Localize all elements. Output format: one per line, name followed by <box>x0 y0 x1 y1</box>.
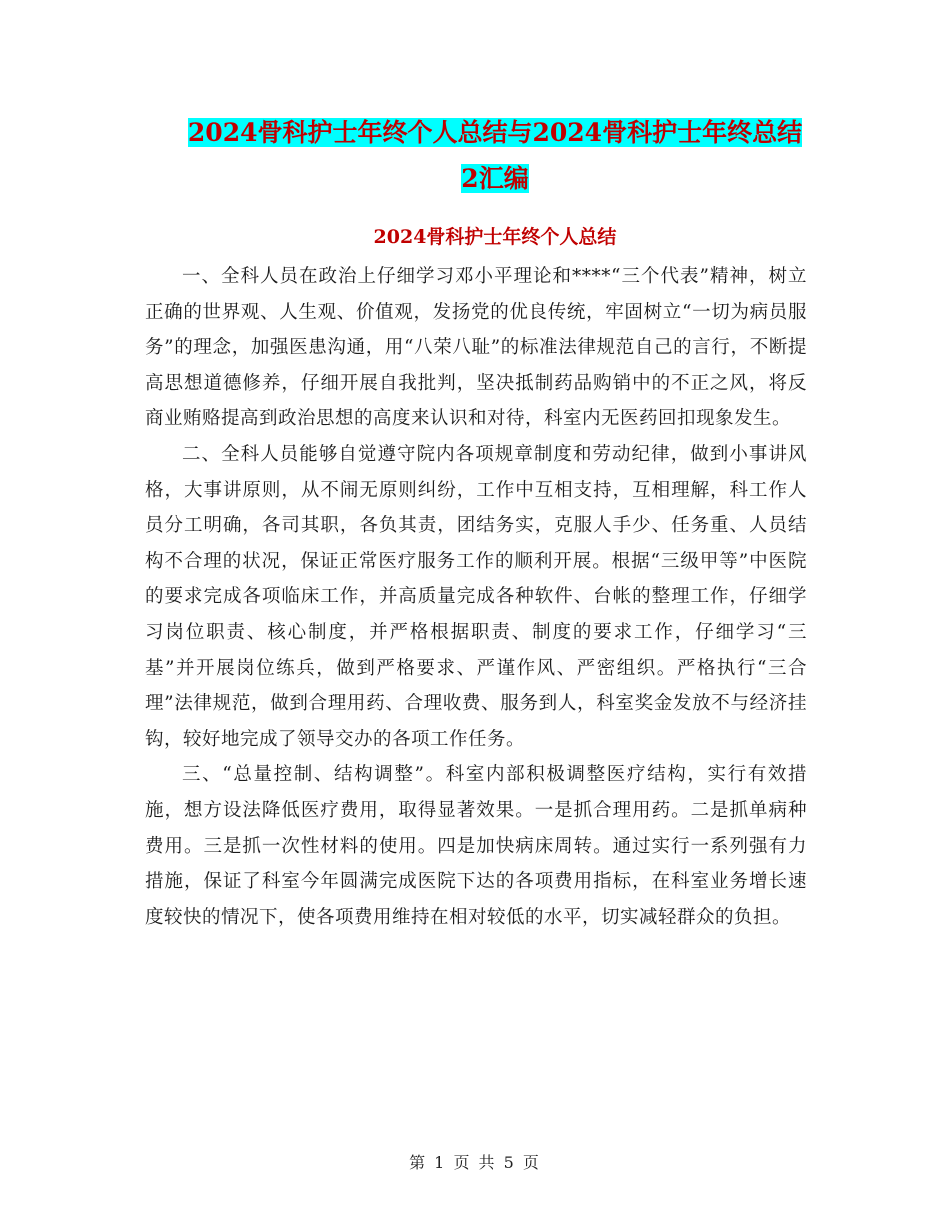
paragraph-1: 一、全科人员在政治上仔细学习邓小平理论和****“三个代表”精神，树立正确的世界观、人生观、价值观，发扬党的优良传统，牢固树立“一切为病员服务”的理念，加强医患沟通，用“八荣八耻”的标准法律规范自己的言行，不断提高思想道德修养，仔细开展自我批判，坚决抵制药品购销中的不正之风，将反商业贿赂提高到政治思想的高度来认识和对待，科室内无医药回扣现象发生。 <box>145 266 807 430</box>
paragraph-2: 二、全科人员能够自觉遵守院内各项规章制度和劳动纪律，做到小事讲风格，大事讲原则，从不闹无原则纠纷，工作中互相支持，互相理解，科工作人员分工明确，各司其职，各负其责，团结务实，克服人手少、任务重、人员结构不合理的状况，保证正常医疗服务工作的顺利开展。根据“三级甲等”中医院的要求完成各项临床工作，并高质量完成各种软件、台帐的整理工作，仔细学习岗位职责、核心制度，并严格根据职责、制度的要求工作，仔细学习“三基”并开展岗位练兵，做到严格要求、严谨作风、严密组织。严格执行“三合理”法律规范，做到合理用药、合理收费、服务到人，科室奖金发放不与经济挂钩，较好地完成了领导交办的各项工作任务。 <box>145 443 807 750</box>
document-title-line-1: 2024骨科护士年终个人总结与2024骨科护士年终总结 <box>187 118 803 147</box>
paragraph-3: 三、“总量控制、结构调整”。科室内部积极调整医疗结构，实行有效措施，想方设法降低医疗费用，取得显著效果。一是抓合理用药。二是抓单病种费用。三是抓一次性材料的使用。四是加快病床周转。通过实行一系列强有力措施，保证了科室今年圆满完成医院下达的各项费用指标，在科室业务增长速度较快的情况下，使各项费用维持在相对较低的水平，切实减轻群众的负担。 <box>145 764 807 928</box>
document-body <box>145 259 807 935</box>
document-title <box>140 110 850 202</box>
section-title: 2024骨科护士年终个人总结 <box>373 226 617 248</box>
page-footer: 第 1 页 共 5 页 <box>409 1153 541 1172</box>
document-title-line-2: 2汇编 <box>461 164 529 193</box>
